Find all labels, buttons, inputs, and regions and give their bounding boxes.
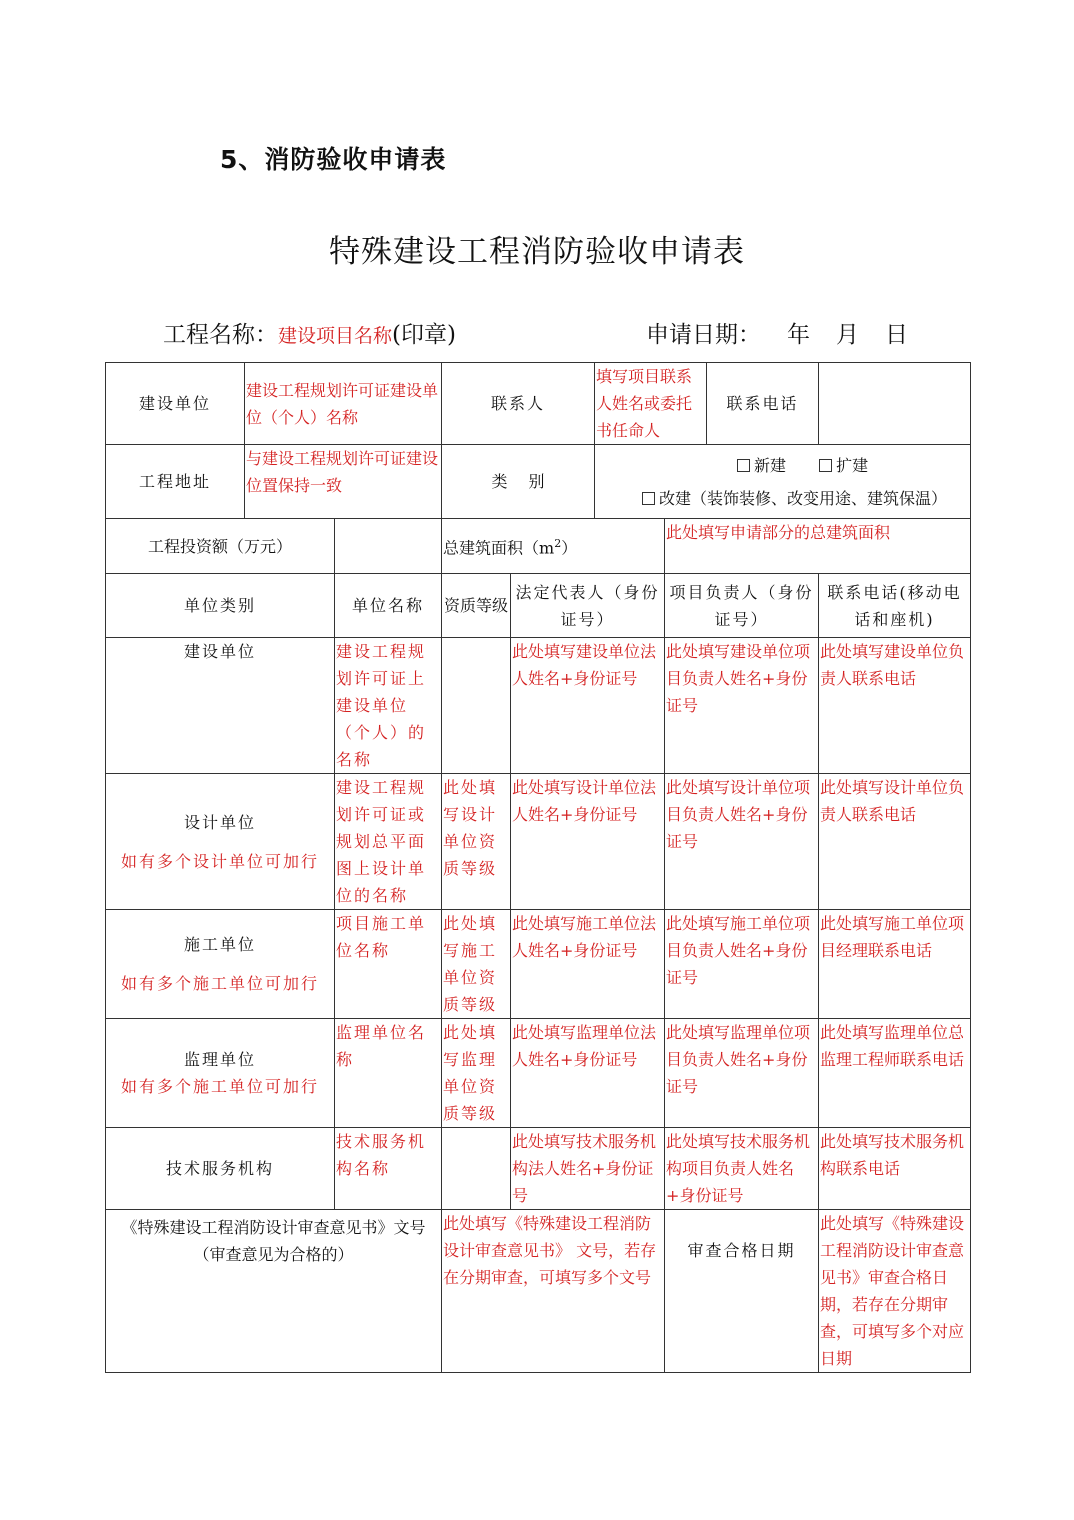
unit-phone-cell[interactable]: 此处填写监理单位总监理工程师联系电话 (819, 1019, 971, 1128)
year-label: 年 (787, 322, 810, 348)
phone-label: 联系电话 (707, 363, 819, 445)
contact-label: 联系人 (442, 363, 595, 445)
category-options (595, 445, 971, 519)
phone-value[interactable] (819, 363, 971, 445)
review-date-value[interactable]: 此处填写《特殊建设工程消防设计审查意见书》审查合格日期，若存在分期审查，可填写多个对应日期 (819, 1210, 971, 1373)
review-doc-label: 《特殊建设工程消防设计审查意见书》文号（审查意见为合格的） (106, 1210, 442, 1373)
option-renovate[interactable]: 改建 (642, 489, 691, 508)
checkbox-icon (737, 459, 750, 472)
unit-legal-rep-cell[interactable]: 此处填写监理单位法人姓名+身份证号 (511, 1019, 665, 1128)
unit-qualification-cell[interactable]: 此处填写施工单位资质等级 (442, 910, 511, 1019)
unit-legal-rep-cell[interactable]: 此处填写设计单位法人姓名+身份证号 (511, 774, 665, 910)
unit-qualification-cell[interactable] (442, 1128, 511, 1210)
table-row (106, 1210, 971, 1373)
option-new[interactable]: 新建 (737, 456, 786, 475)
unit-name-cell[interactable]: 建设工程规划许可证或规划总平面图上设计单位的名称 (335, 774, 442, 910)
application-form-table (105, 362, 971, 1373)
unit-type-cell: 施工单位 如有多个施工单位可加行 (106, 910, 335, 1019)
unit-type-cell: 设计单位 如有多个设计单位可加行 (106, 774, 335, 910)
unit-legal-rep-cell[interactable]: 此处填写建设单位法人姓名+身份证号 (511, 638, 665, 774)
checkbox-icon (819, 459, 832, 472)
unit-legal-rep-cell[interactable]: 此处填写施工单位法人姓名+身份证号 (511, 910, 665, 1019)
build-unit-label: 建设单位 (106, 363, 245, 445)
unit-project-lead-cell[interactable]: 此处填写设计单位项目负责人姓名+身份证号 (665, 774, 819, 910)
project-name-hint[interactable]: 建设项目名称 (278, 325, 393, 347)
table-row (106, 519, 971, 574)
unit-type-cell: 监理单位 如有多个施工单位可加行 (106, 1019, 335, 1128)
table-row (106, 445, 971, 519)
table-row (106, 910, 971, 1019)
unit-phone-cell[interactable]: 此处填写技术服务机构联系电话 (819, 1128, 971, 1210)
col-qualification: 资质等级 (442, 574, 511, 638)
unit-phone-cell[interactable]: 此处填写设计单位负责人联系电话 (819, 774, 971, 910)
table-row (106, 638, 971, 774)
table-row (106, 1019, 971, 1128)
investment-value[interactable] (335, 519, 442, 574)
unit-name-cell[interactable]: 建设工程规划许可证上建设单位（个人）的名称 (335, 638, 442, 774)
investment-label: 工程投资额（万元） (106, 519, 335, 574)
unit-project-lead-cell[interactable]: 此处填写监理单位项目负责人姓名+身份证号 (665, 1019, 819, 1128)
area-value[interactable]: 此处填写申请部分的总建筑面积 (665, 519, 971, 574)
seal-label: (印章) (392, 322, 456, 348)
unit-name-cell[interactable]: 监理单位名称 (335, 1019, 442, 1128)
col-phone: 联系电话(移动电话和座机) (819, 574, 971, 638)
option-expand[interactable]: 扩建 (819, 456, 868, 475)
apply-date-label: 申请日期： (646, 322, 761, 348)
col-legal-rep: 法定代表人（身份证号） (511, 574, 665, 638)
unit-legal-rep-cell[interactable]: 此处填写技术服务机构法人姓名+身份证号 (511, 1128, 665, 1210)
unit-phone-cell[interactable]: 此处填写建设单位负责人联系电话 (819, 638, 971, 774)
table-row (106, 1128, 971, 1210)
contact-value[interactable]: 填写项目联系人姓名或委托书任命人 (595, 363, 707, 445)
unit-qualification-cell[interactable] (442, 638, 511, 774)
month-label: 月 (836, 322, 859, 348)
address-label: 工程地址 (106, 445, 245, 519)
project-name-line (163, 316, 456, 349)
review-doc-value[interactable]: 此处填写《特殊建设工程消防设计审查意见书》 文号，若存在分期审查，可填写多个文号 (442, 1210, 665, 1373)
col-project-lead: 项目负责人（身份证号） (665, 574, 819, 638)
table-row (106, 574, 971, 638)
project-name-label: 工程名称： (163, 322, 278, 348)
table-row (106, 363, 971, 445)
build-unit-value[interactable]: 建设工程规划许可证建设单位（个人）名称 (245, 363, 442, 445)
unit-project-lead-cell[interactable]: 此处填写建设单位项目负责人姓名+身份证号 (665, 638, 819, 774)
unit-type-cell: 建设单位 (106, 638, 335, 774)
col-unit-type: 单位类别 (106, 574, 335, 638)
apply-date-line (646, 316, 908, 349)
unit-project-lead-cell[interactable]: 此处填写技术服务机构项目负责人姓名+身份证号 (665, 1128, 819, 1210)
category-label: 类 别 (442, 445, 595, 519)
section-title: 5、消防验收申请表 (220, 145, 447, 174)
unit-type-cell: 技术服务机构 (106, 1128, 335, 1210)
unit-qualification-cell[interactable]: 此处填写设计单位资质等级 (442, 774, 511, 910)
unit-qualification-cell[interactable]: 此处填写监理单位资质等级 (442, 1019, 511, 1128)
unit-project-lead-cell[interactable]: 此处填写施工单位项目负责人姓名+身份证号 (665, 910, 819, 1019)
form-title: 特殊建设工程消防验收申请表 (329, 234, 745, 270)
unit-phone-cell[interactable]: 此处填写施工单位项目经理联系电话 (819, 910, 971, 1019)
col-unit-name: 单位名称 (335, 574, 442, 638)
address-value[interactable]: 与建设工程规划许可证建设位置保持一致 (245, 445, 442, 519)
option-note: （装饰装修、改变用途、建筑保温） (691, 488, 948, 508)
area-label: 总建筑面积$(m^2)$ (442, 519, 665, 574)
table-row (106, 774, 971, 910)
unit-name-cell[interactable]: 技术服务机构名称 (335, 1128, 442, 1210)
day-label: 日 (885, 322, 908, 348)
unit-name-cell[interactable]: 项目施工单位名称 (335, 910, 442, 1019)
checkbox-icon (642, 492, 655, 505)
review-date-label: 审查合格日期 (665, 1210, 819, 1373)
